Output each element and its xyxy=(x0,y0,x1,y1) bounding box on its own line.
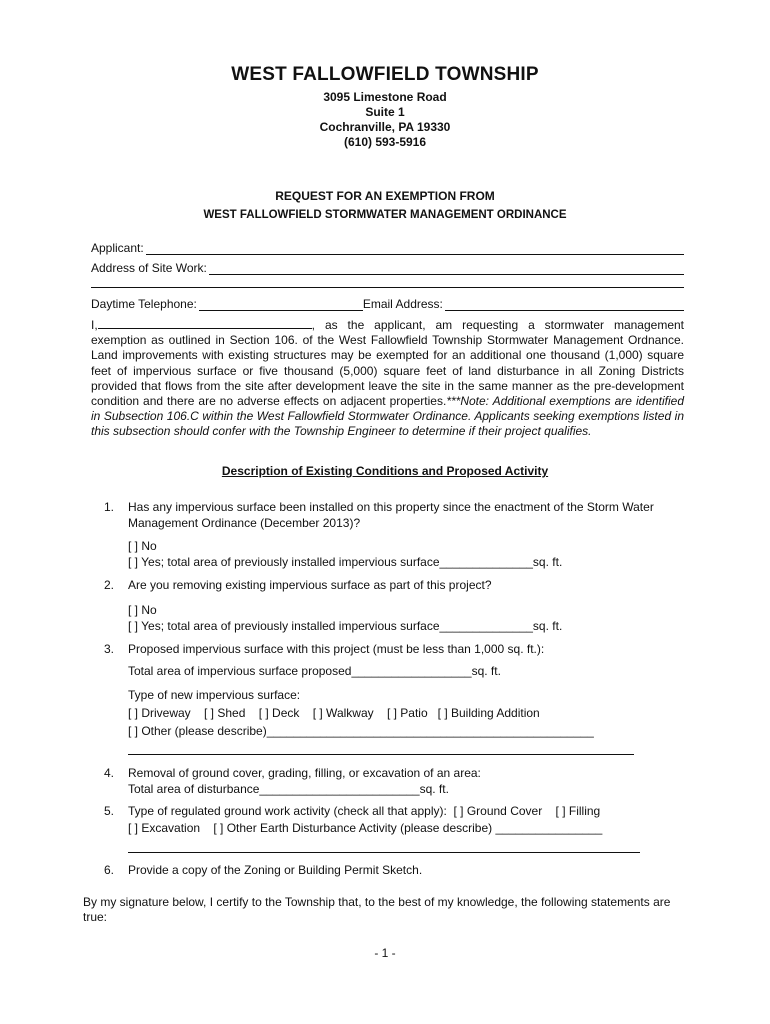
page-number: - 1 - xyxy=(374,946,396,960)
address-line-2: Suite 1 xyxy=(365,105,405,119)
township-title: WEST FALLOWFIELD TOWNSHIP xyxy=(231,64,539,85)
applicant-field[interactable] xyxy=(146,242,684,255)
email-field[interactable] xyxy=(445,298,684,311)
daytime-phone-label: Daytime Telephone: xyxy=(91,297,197,311)
question-4-number: 4. xyxy=(104,766,115,780)
question-3-type-options[interactable]: [ ] Driveway [ ] Shed [ ] Deck [ ] Walkway [ ] Patio [ ] Building Addition xyxy=(128,706,540,720)
certify-statement: By my signature below, I certify to the Township that, to the best of my knowledge, the following statements are true: xyxy=(83,895,671,925)
question-2-option-no[interactable]: [ ] No xyxy=(128,603,157,617)
applicant-label: Applicant: xyxy=(91,241,144,255)
statement-prefix: I, xyxy=(91,318,98,332)
form-title-line-2: WEST FALLOWFIELD STORMWATER MANAGEMENT ORDINANCE xyxy=(203,209,567,221)
question-1-option-no[interactable]: [ ] No xyxy=(128,539,157,553)
question-3-total[interactable]: Total area of impervious surface proposed__________________sq. ft. xyxy=(128,664,501,678)
applicant-name-field[interactable] xyxy=(98,317,312,329)
form-title-line-1: REQUEST FOR AN EXEMPTION FROM xyxy=(275,189,495,203)
question-6-number: 6. xyxy=(104,863,115,877)
site-address-row xyxy=(91,261,684,275)
daytime-phone-field[interactable] xyxy=(199,298,363,311)
applicant-row xyxy=(91,241,684,255)
question-6-text: Provide a copy of the Zoning or Building Permit Sketch. xyxy=(128,863,423,877)
statement-note: ***Note: Additional exemptions are identified in Subsection 106.C within the West Fallowfield Stormwater Ordinance. Applicants seeking exemptions listed in this subsection should confer with the Township Engineer to determine if their project qualifies. xyxy=(91,394,685,439)
question-1-text: Has any impervious surface been installed on this property since the enactment of the Storm Water Management Ordinance (December 2013)? xyxy=(128,500,654,530)
question-3-number: 3. xyxy=(104,642,115,656)
question-1-option-yes[interactable]: [ ] Yes; total area of previously installed impervious surface______________sq. ft. xyxy=(128,555,563,569)
question-4-text: Removal of ground cover, grading, filling, or excavation of an area: xyxy=(128,766,481,780)
question-5-number: 5. xyxy=(104,804,115,818)
question-2-text: Are you removing existing impervious surface as part of this project? xyxy=(128,578,492,592)
address-line-3: Cochranville, PA 19330 xyxy=(319,120,451,134)
site-address-field-line-2[interactable] xyxy=(91,287,684,288)
contact-row xyxy=(91,297,684,311)
statement-body: , as the applicant, am requesting a stormwater management exemption as outlined in Section 106. of the West Fallowfield Township Stormwater Management Ordnance. Land improvements with existing structures may be exempted for an additional one thousand (1,000) square feet of impervious surface or five thousand (5,000) square feet of land disturbance in all Zoning Districts provided that flows from the site after development leave the site in the same manner as the pre-development condition and there are no adverse effects on adjacent properties. xyxy=(91,318,684,409)
applicant-statement xyxy=(91,317,684,440)
question-3-other[interactable]: [ ] Other (please describe)_________________________________________________ xyxy=(128,724,594,738)
email-label: Email Address: xyxy=(362,297,443,311)
section-title: Description of Existing Conditions and Proposed Activity xyxy=(221,464,549,478)
question-5-describe-line-2[interactable] xyxy=(128,852,640,853)
address-line-1: 3095 Limestone Road xyxy=(323,90,447,104)
question-5-line-2[interactable]: [ ] Excavation [ ] Other Earth Disturbance Activity (please describe) ________________ xyxy=(128,821,603,835)
question-5-text[interactable]: Type of regulated ground work activity (check all that apply): [ ] Ground Cover [ ] Filling xyxy=(128,804,601,818)
question-1-number: 1. xyxy=(104,500,115,514)
phone-number: (610) 593-5916 xyxy=(343,135,427,149)
site-address-label: Address of Site Work: xyxy=(91,261,207,275)
question-2-option-yes[interactable]: [ ] Yes; total area of previously installed impervious surface______________sq. ft. xyxy=(128,619,563,633)
question-2-number: 2. xyxy=(104,578,115,592)
question-3-other-line-2[interactable] xyxy=(128,754,634,755)
question-3-text: Proposed impervious surface with this project (must be less than 1,000 sq. ft.): xyxy=(128,642,545,656)
site-address-field[interactable] xyxy=(209,262,684,275)
question-3-type-label: Type of new impervious surface: xyxy=(128,688,301,702)
question-4-total[interactable]: Total area of disturbance________________________sq. ft. xyxy=(128,782,449,796)
